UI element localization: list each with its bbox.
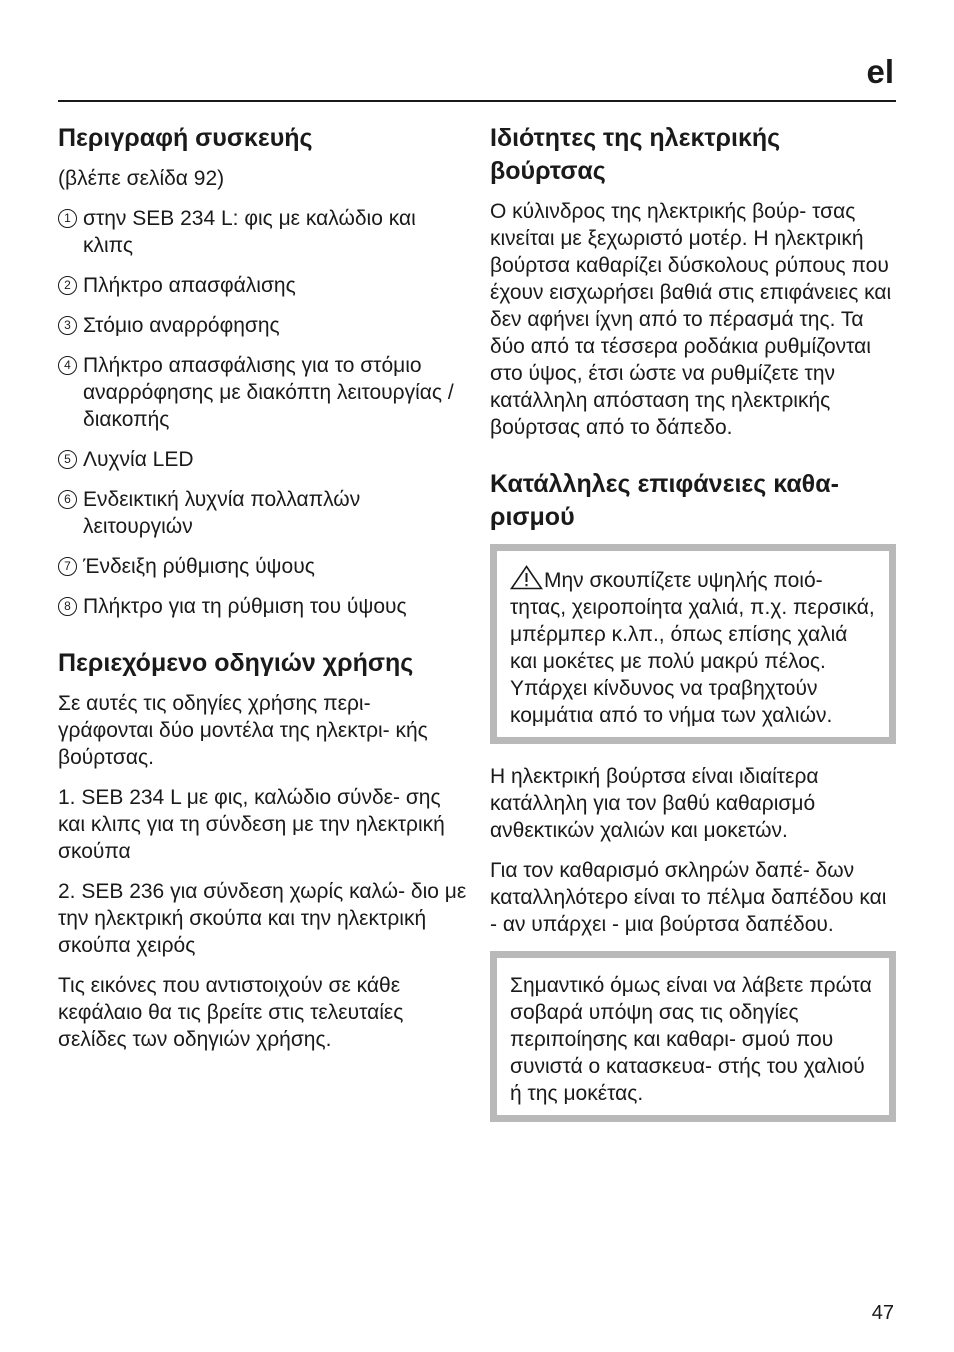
properties-heading: Ιδιότητες της ηλεκτρικής βούρτσας	[490, 124, 781, 185]
warning-box	[490, 544, 896, 744]
warning-triangle-icon	[510, 565, 543, 590]
item-number-badge: 2	[58, 276, 77, 295]
surfaces-heading: Κατάλληλες επιφάνειες καθα- ρισμού	[490, 470, 839, 531]
note-box	[490, 951, 896, 1122]
item-number-badge: 4	[58, 356, 77, 375]
list-item	[58, 272, 468, 299]
item-text: Πλήκτρο απασφάλισης	[83, 274, 296, 297]
item-text: Ένδειξη ρύθμισης ύψους	[83, 555, 315, 578]
item-number-badge: 5	[58, 450, 77, 469]
warning-text: Μην σκουπίζετε υψηλής ποιό- τητας, χειροποίητα χαλιά, π.χ. περσικά, μπέρμπερ κ.λπ., όπως επίσης χαλιά και μοκέτες με πολύ μακρύ πέλος. Υπάρχει κίνδυνος να τραβηχτούν κομμάτια από το νήμα των χαλιών.	[510, 569, 875, 727]
warning-paragraph	[510, 565, 876, 729]
language-code: el	[866, 53, 894, 90]
properties-paragraph: Ο κύλινδρος της ηλεκτρικής βούρ- τσας κινείται με ξεχωριστό μοτέρ. Η ηλεκτρική βούρτσα καθαρίζει δύσκολους ρύπους που έχουν εισχωρήσει βαθιά στις επιφάνειες και δεν αφήνει ίχνη από το πέρασμά της. Τα δύο από τα τέσσερα ροδάκια ρυθμίζονται στο ύψος, έτσι ώστε να ρυθμίζετε την κατάλληλη απόσταση της ηλεκτρικής βούρτσας από το δάπεδο.	[490, 200, 892, 439]
item-number-badge: 6	[58, 490, 77, 509]
list-item	[58, 352, 468, 433]
item-number-badge: 8	[58, 597, 77, 616]
item-text: Λυχνία LED	[83, 448, 194, 471]
item-number-badge: 3	[58, 316, 77, 335]
contents-paragraph: Σε αυτές τις οδηγίες χρήσης περι- γράφονται δύο μοντέλα της ηλεκτρι- κής βούρτσας.	[58, 692, 428, 769]
hard-floors-paragraph: Για τον καθαρισμό σκληρών δαπέ- δων καταλληλότερο είναι το πέλμα δαπέδου και - αν υπάρχει - μια βούρτσα δαπέδου.	[490, 859, 887, 936]
suitable-paragraph: Η ηλεκτρική βούρτσα είναι ιδιαίτερα κατάλληλη για τον βαθύ καθαρισμό ανθεκτικών χαλιών και μοκετών.	[490, 765, 819, 842]
header-rule	[58, 100, 896, 102]
page-number: 47	[871, 1302, 894, 1324]
item-text: στην SEB 234 L: φις με καλώδιο και κλιπς	[83, 207, 416, 257]
figures-paragraph: Τις εικόνες που αντιστοιχούν σε κάθε κεφάλαιο θα τις βρείτε στις τελευταίες σελίδες των οδηγιών χρήσης.	[58, 974, 404, 1051]
list-item	[58, 553, 468, 580]
left-column	[58, 122, 468, 1066]
parts-list	[58, 205, 468, 620]
list-item	[58, 593, 468, 620]
item-text: Ενδεικτική λυχνία πολλαπλών λειτουργιών	[83, 488, 361, 538]
list-item	[58, 205, 468, 259]
model-1-paragraph: 1. SEB 234 L με φις, καλώδιο σύνδε- σης και κλιπς για τη σύνδεση με την ηλεκτρική σκούπα	[58, 786, 445, 863]
description-heading: Περιγραφή συσκευής	[58, 124, 313, 152]
list-item	[58, 312, 468, 339]
item-text: Στόμιο αναρρόφησης	[83, 314, 280, 337]
see-page-note: (βλέπε σελίδα 92)	[58, 167, 225, 190]
item-number-badge: 7	[58, 557, 77, 576]
list-item	[58, 446, 468, 473]
item-text: Πλήκτρο για τη ρύθμιση του ύψους	[83, 595, 407, 618]
item-number-badge: 1	[58, 209, 77, 228]
model-2-paragraph: 2. SEB 236 για σύνδεση χωρίς καλώ- διο με την ηλεκτρική σκούπα και την ηλεκτρική σκούπα χειρός	[58, 880, 467, 957]
right-column	[490, 122, 896, 1141]
list-item	[58, 486, 468, 540]
note-text: Σημαντικό όμως είναι να λάβετε πρώτα σοβαρά υπόψη σας τις οδηγίες περιποίησης και καθαρι- σμού που συνιστά ο κατασκευα- στής του χαλιού ή της μοκέτας.	[510, 974, 872, 1105]
item-text: Πλήκτρο απασφάλισης για το στόμιο αναρρόφησης με διακόπτη λειτουργίας / διακοπής	[83, 354, 454, 431]
contents-heading: Περιεχόμενο οδηγιών χρήσης	[58, 649, 414, 677]
